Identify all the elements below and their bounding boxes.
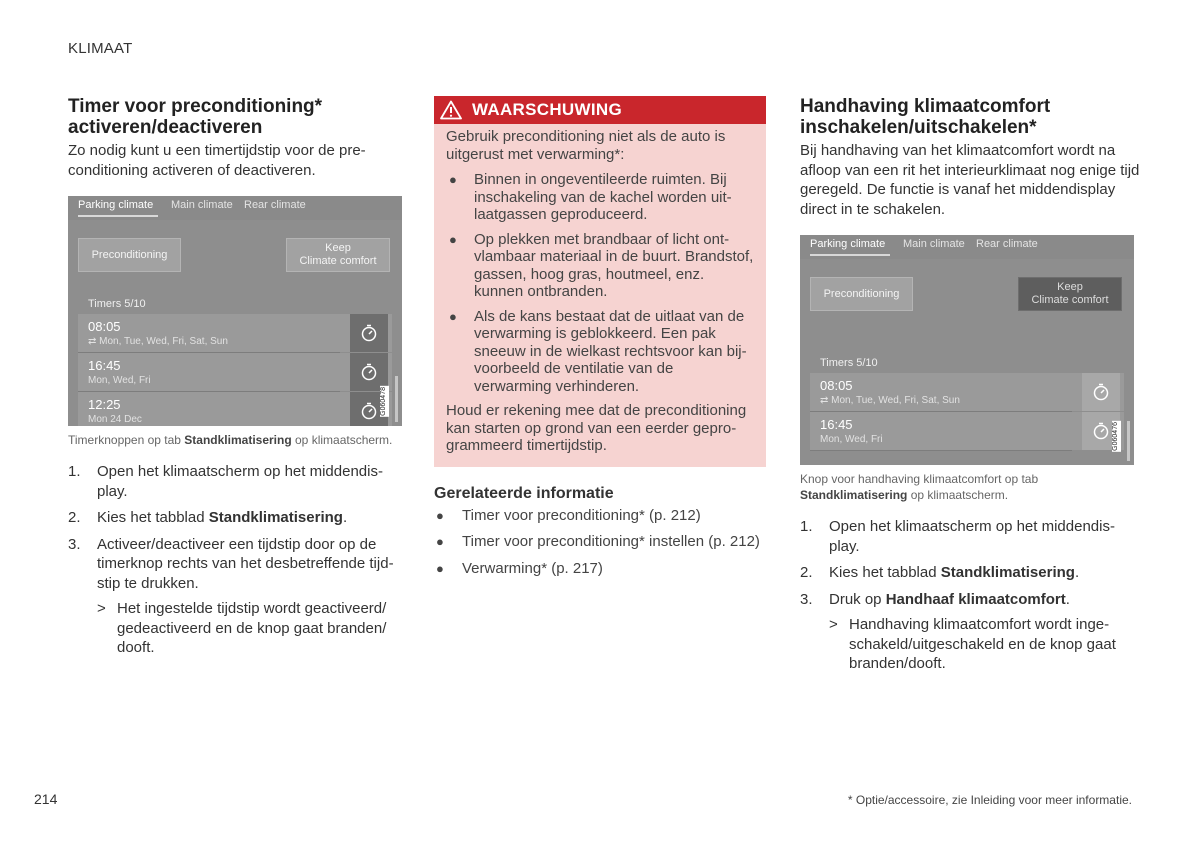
step-text: Kies het tabblad	[97, 509, 209, 526]
step-bold: Standklimatisering	[208, 509, 343, 526]
bullet-icon: ●	[436, 534, 444, 549]
active-tab-indicator	[810, 254, 890, 256]
timer-row	[810, 373, 1124, 411]
tab-parking-climate: Parking climate	[810, 238, 886, 250]
step-text: Open het klimaatscherm op het middendisplay.	[829, 518, 1115, 555]
preconditioning-button: Preconditioning	[810, 277, 913, 311]
keep-label: Keep	[325, 242, 351, 254]
climate-comfort-label: Climate comfort	[299, 255, 377, 267]
list-item	[68, 508, 408, 528]
result-marker: >	[97, 600, 106, 617]
section-title: Timer voor preconditioning* activeren/deactiveren	[68, 96, 323, 138]
timer-toggle-button	[350, 314, 388, 352]
warning-title: WAARSCHUWING	[472, 100, 622, 119]
bullet-icon: ●	[449, 231, 457, 247]
list-item	[446, 231, 754, 301]
step-number: 3.	[800, 590, 813, 608]
stopwatch-icon	[1091, 382, 1111, 402]
related-link-text: Timer voor preconditioning* instellen (p. 212)	[462, 533, 760, 550]
stopwatch-icon	[359, 323, 379, 343]
bullet-text: Binnen in ongeventileerde ruimten. Bij inschakeling van de kachel worden uitlaatgassen geproduceerd.	[474, 171, 732, 223]
list-item	[446, 308, 754, 396]
caption-bold: Standklimatisering	[184, 433, 292, 447]
column-timer-activation	[68, 96, 408, 665]
active-tab-indicator	[78, 215, 158, 217]
step-number: 2.	[800, 564, 813, 581]
timer-row	[78, 353, 392, 391]
preconditioning-button: Preconditioning	[78, 238, 181, 272]
step-text: .	[1074, 564, 1080, 581]
warning-triangle-icon	[440, 100, 462, 120]
tab-parking-climate: Parking climate	[78, 199, 154, 211]
section-intro: Bij handhaving van het klimaatcomfort wordt na afloop van een rit het interieurklimaat nog enige tijd geregeld. De functie is vanaf het middendisplay direct in te schakelen.	[800, 142, 1140, 218]
row-divider	[810, 450, 1072, 451]
step-text: .	[1065, 590, 1070, 608]
timer-time: 08:05	[88, 319, 121, 334]
timer-row	[78, 392, 392, 426]
step-result	[829, 615, 1140, 674]
step-number: 1.	[800, 518, 813, 535]
image-code: G060478	[380, 387, 387, 416]
timer-time: 12:25	[88, 397, 121, 412]
related-link-text: Verwarming* (p. 217)	[462, 559, 603, 577]
step-number: 1.	[68, 463, 81, 480]
related-link[interactable]	[434, 506, 774, 526]
timer-time: 16:45	[88, 358, 121, 373]
warning-intro: Gebruik preconditioning niet als de auto is uitgerust met verwarming*:	[446, 128, 726, 163]
chapter-header: KLIMAAT	[68, 40, 133, 57]
bullet-icon: ●	[436, 560, 444, 576]
timer-time: 08:05	[820, 378, 853, 393]
list-item	[800, 590, 1140, 674]
tab-rear-climate: Rear climate	[976, 238, 1038, 250]
warning-list	[446, 171, 754, 395]
column-climate-comfort	[800, 96, 1140, 681]
keep-climate-comfort-button	[286, 238, 390, 272]
column-warning	[434, 96, 774, 585]
image-code: G060476	[1112, 422, 1119, 451]
timer-days: Mon 24 Dec	[88, 414, 142, 425]
timer-days: ⇄ Mon, Tue, Wed, Fri, Sat, Sun	[820, 395, 960, 406]
caption-text: op klimaatscherm.	[907, 488, 1009, 502]
step-bold: Standklimatisering	[940, 564, 1075, 581]
stopwatch-icon	[359, 362, 379, 382]
timer-row	[810, 412, 1124, 450]
step-result	[97, 599, 408, 658]
warning-header	[434, 96, 766, 124]
list-item	[800, 517, 1140, 556]
footnote: * Optie/accessoire, zie Inleiding voor meer informatie.	[847, 793, 1132, 807]
timer-row	[78, 314, 392, 352]
caption-text: op klimaatscherm.	[291, 433, 393, 447]
step-number: 3.	[68, 535, 81, 553]
step-number: 2.	[68, 509, 81, 526]
result-text: Het ingestelde tijdstip wordt geactiveerd/ gedeactiveerd en de knop gaat branden/ dooft.	[117, 600, 387, 656]
figure-caption	[800, 471, 1140, 503]
result-marker: >	[829, 616, 838, 633]
related-link-text: Timer voor preconditioning* (p. 212)	[462, 506, 701, 524]
caption-bold: Standklimatisering	[800, 488, 908, 502]
step-bold: Handhaaf klimaatcomfort	[885, 590, 1066, 608]
section-title: Handhaving klimaatcomfort inschakelen/uitschakelen*	[800, 96, 1051, 138]
caption-text: Timerknoppen op tab	[68, 433, 185, 447]
bullet-icon: ●	[449, 308, 457, 324]
related-link[interactable]	[434, 559, 774, 579]
step-text: Druk op	[829, 590, 886, 608]
list-item	[800, 563, 1140, 583]
tab-main-climate: Main climate	[903, 238, 965, 250]
bullet-text: Als de kans bestaat dat de uitlaat van de verwarming is geblokkeerd. Een pak sneeuw in de wielkast rechtsvoor kan bijvoorbeeld de ventilatie van de verwarming verhinderen.	[474, 307, 747, 395]
list-item	[68, 535, 408, 658]
timer-days: Mon, Wed, Fri	[820, 434, 883, 445]
step-text: Open het klimaatscherm op het middendisplay.	[97, 463, 383, 500]
timers-count-label: Timers 5/10	[820, 357, 878, 369]
bullet-text: Op plekken met brandbaar of licht ontvlambaar materiaal in de buurt. Brandstof, gassen, hoog gras, houtmeel, enz. kunnen ontbranden.	[474, 230, 754, 300]
step-text: Kies het tabblad	[829, 564, 941, 581]
section-intro: Zo nodig kunt u een timertijdstip voor de preconditioning activeren of deactiveren.	[68, 142, 366, 179]
warning-note: Houd er rekening mee dat de preconditioning kan starten op grond van een eerder geprogrammeerd timertijdstip.	[446, 402, 747, 454]
list-item	[68, 462, 408, 501]
step-text: .	[342, 509, 348, 526]
tab-rear-climate: Rear climate	[244, 199, 306, 211]
caption-text: Knop voor handhaving klimaatcomfort op tab	[800, 472, 1039, 486]
keep-climate-comfort-button	[1018, 277, 1122, 311]
related-info-list	[434, 506, 774, 579]
screen-scrollbar	[395, 376, 398, 422]
result-text: Handhaving klimaatcomfort wordt ingeschakeld/uitgeschakeld en de knop gaat branden/dooft.	[849, 616, 1116, 672]
warning-body	[434, 124, 766, 455]
related-link[interactable]	[434, 532, 774, 552]
step-text: Activeer/deactiveer een tijdstip door op de timerknop rechts van het desbetreffende tijdstip te drukken.	[97, 535, 394, 592]
list-item	[446, 171, 754, 224]
stopwatch-icon	[1091, 421, 1111, 441]
bullet-icon: ●	[449, 172, 457, 187]
timers-count-label: Timers 5/10	[88, 298, 146, 310]
timer-days: Mon, Wed, Fri	[88, 375, 151, 386]
steps-list	[68, 462, 408, 658]
climate-screen-illustration	[800, 235, 1134, 465]
timer-days: ⇄ Mon, Tue, Wed, Fri, Sat, Sun	[88, 336, 228, 347]
steps-list	[800, 517, 1140, 674]
keep-label: Keep	[1057, 281, 1083, 293]
tab-main-climate: Main climate	[171, 199, 233, 211]
climate-screen-illustration	[68, 196, 402, 426]
related-info-heading: Gerelateerde informatie	[434, 484, 614, 502]
stopwatch-icon	[359, 401, 379, 421]
screen-scrollbar	[1127, 421, 1130, 461]
bullet-icon: ●	[436, 507, 444, 523]
page-number: 214	[34, 791, 58, 807]
timer-time: 16:45	[820, 417, 853, 432]
climate-comfort-label: Climate comfort	[1031, 294, 1109, 306]
timer-toggle-button	[1082, 373, 1120, 411]
figure-caption	[68, 432, 408, 448]
warning-box	[434, 96, 766, 467]
